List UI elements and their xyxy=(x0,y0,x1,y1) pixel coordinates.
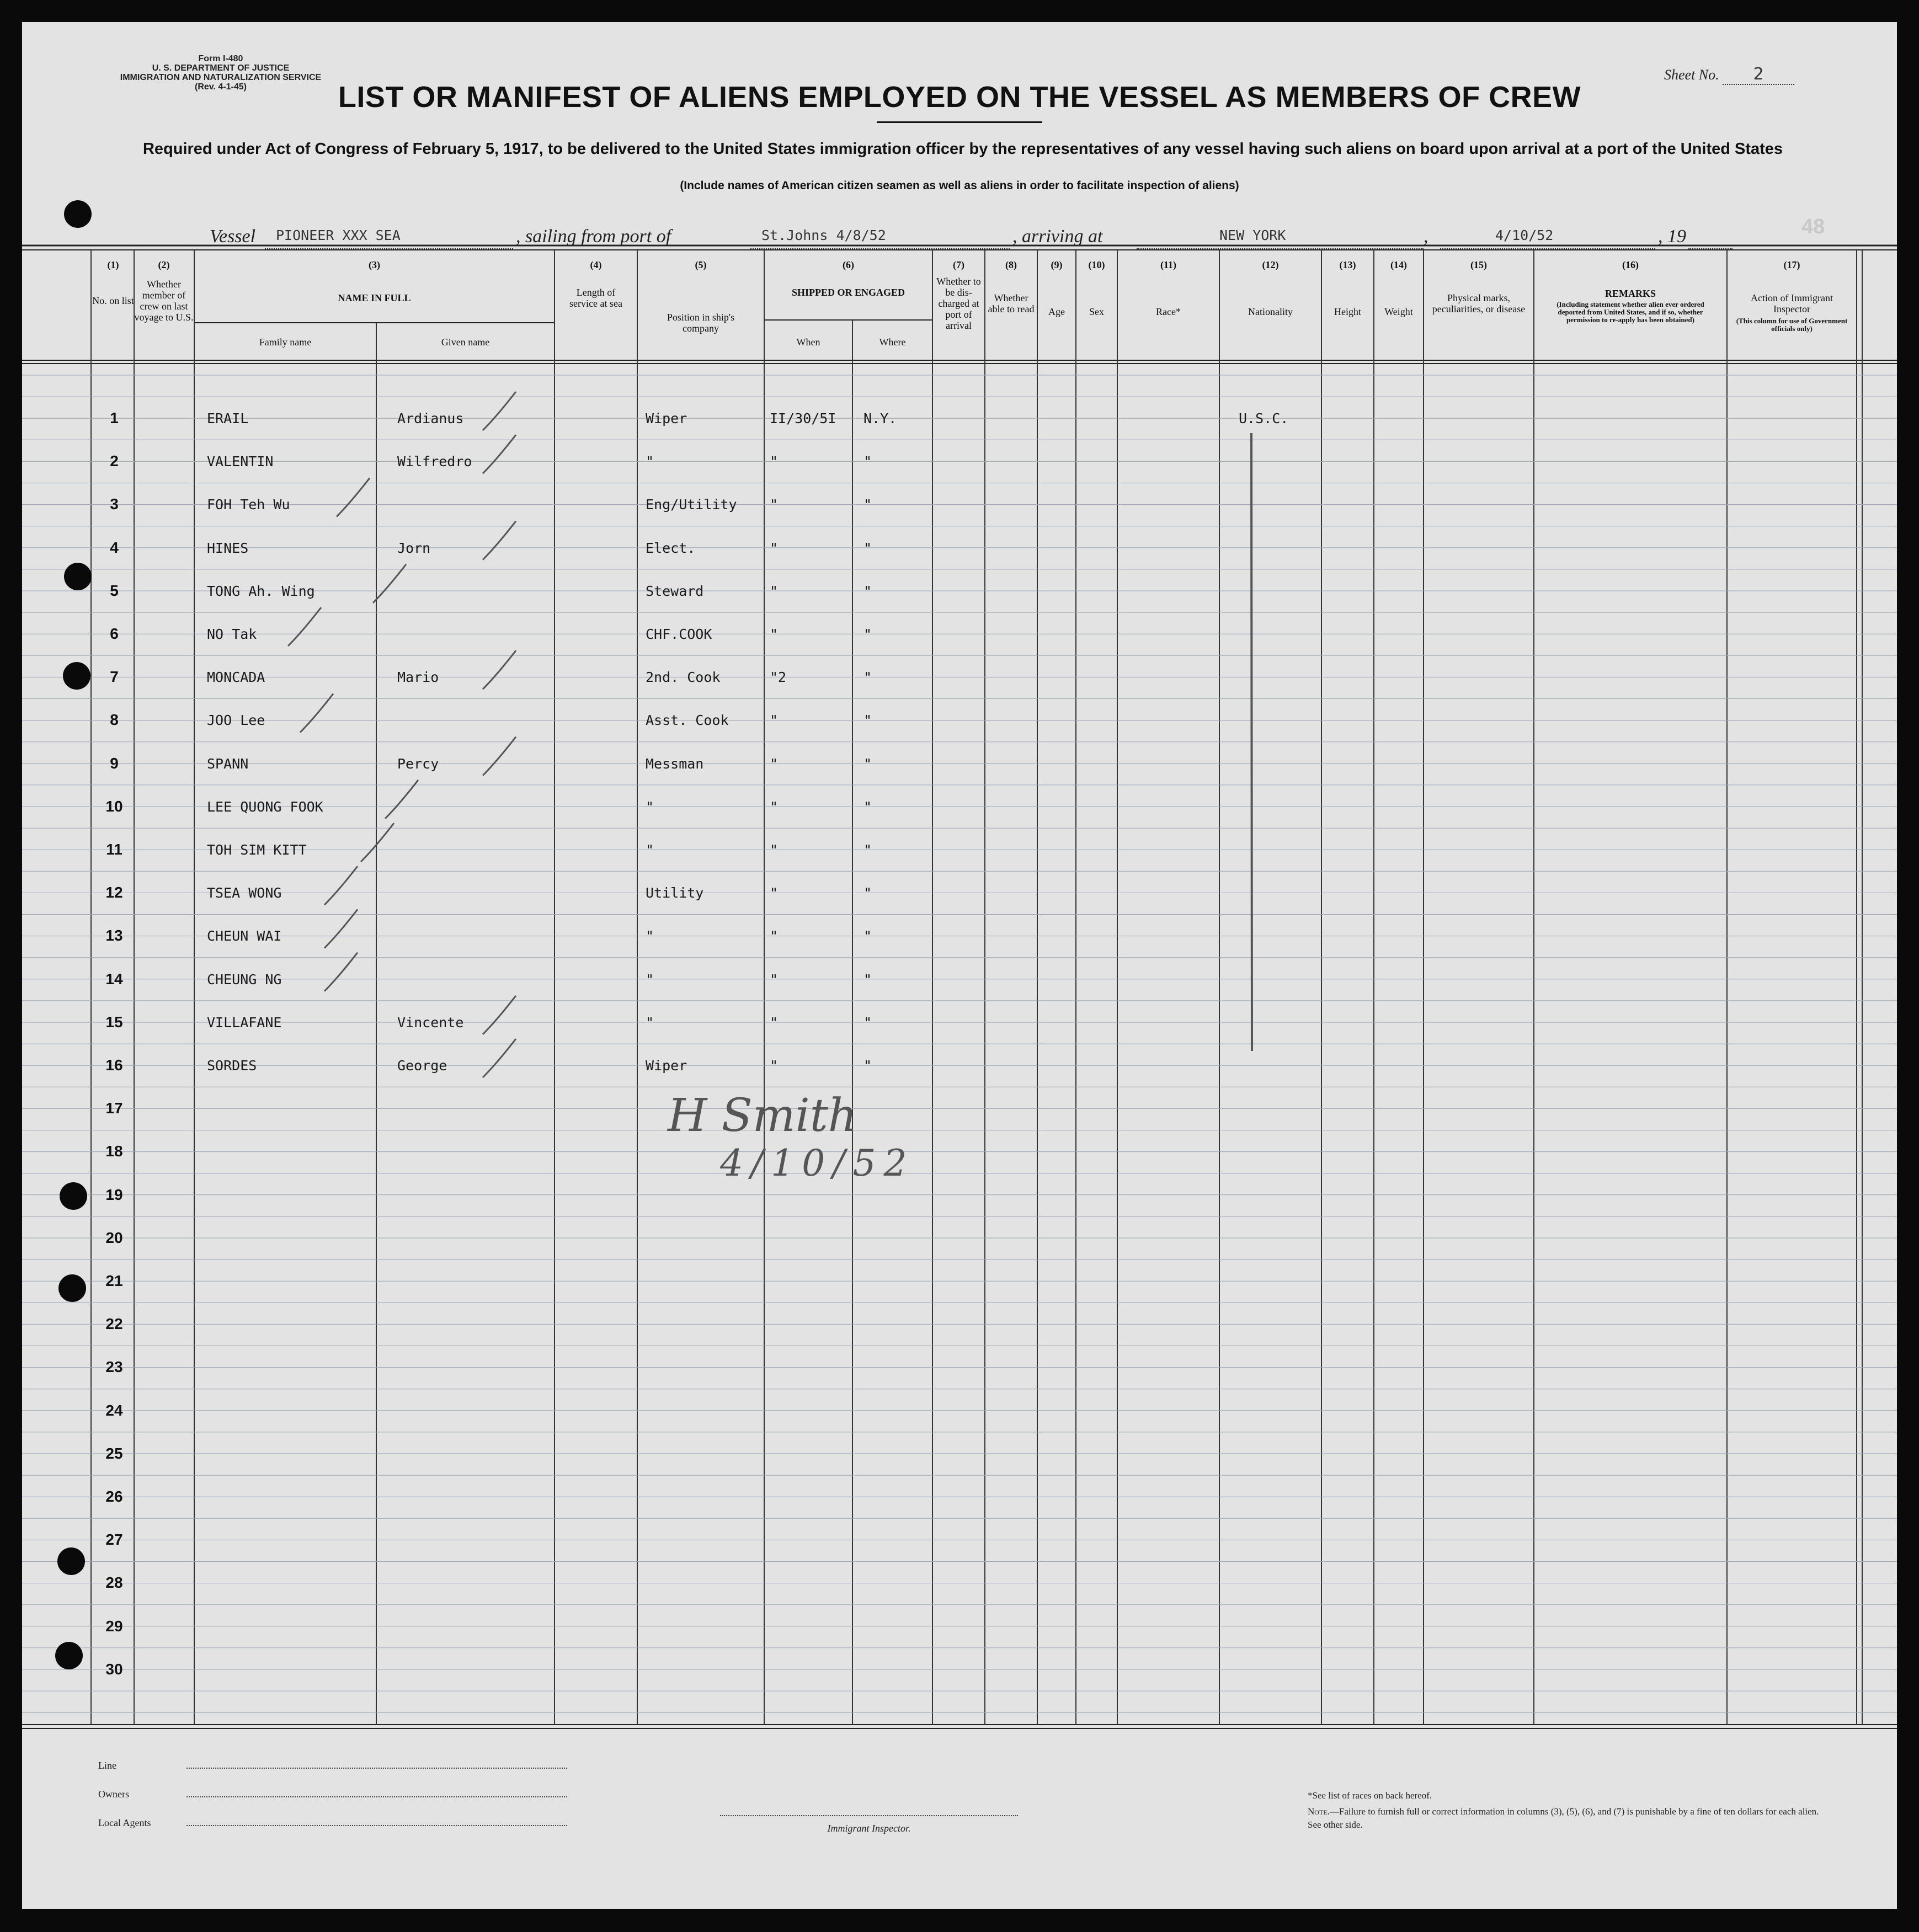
shipped-when-cell: "2 xyxy=(770,669,787,686)
given-name-cell: Wilfredro xyxy=(397,453,472,470)
col15-header: Physical marks, peculiarities, or disease xyxy=(1432,292,1526,314)
shipped-when-cell: " xyxy=(770,885,779,901)
row-number: 13 xyxy=(105,927,123,944)
col3-header: NAME IN FULL xyxy=(338,292,411,303)
arriving-at-label: , arriving at xyxy=(1012,226,1103,247)
family-name-cell: CHEUN WAI xyxy=(207,928,282,944)
service-name: IMMIGRATION AND NATURALIZATION SERVICE xyxy=(120,73,322,82)
row-number: 19 xyxy=(105,1186,123,1203)
col12-header: Nationality xyxy=(1248,306,1293,317)
col2-header: Whether member of crew on last voyage to U.S. xyxy=(134,279,194,323)
col6-when-header: When xyxy=(796,337,820,348)
col11-header: Race* xyxy=(1156,306,1181,317)
col10-number: (10) xyxy=(1088,259,1105,270)
row-number: 5 xyxy=(110,581,119,599)
position-cell: 2nd. Cook xyxy=(646,669,721,686)
col4-header: Length of service at sea xyxy=(569,287,622,309)
family-name-cell: HINES xyxy=(207,540,249,556)
row-number: 1 xyxy=(110,409,119,426)
position-cell: " xyxy=(646,798,654,815)
binder-hole xyxy=(64,200,92,228)
sheet-number-value[interactable]: 2 xyxy=(1723,65,1794,85)
penalty-note-label: Note. xyxy=(1308,1806,1330,1817)
department-name: U. S. DEPARTMENT OF JUSTICE xyxy=(152,63,290,73)
shipped-where-cell: " xyxy=(863,669,872,686)
col3-given-header: Given name xyxy=(441,337,490,348)
given-name-cell: Ardianus xyxy=(397,410,464,426)
col8-header: Whether able to read xyxy=(988,292,1035,314)
family-name-cell: NO Tak xyxy=(207,626,257,642)
shipped-when-cell: " xyxy=(770,755,779,772)
penalty-note xyxy=(1308,1805,1826,1832)
shipped-where-cell: " xyxy=(863,798,872,815)
col6-header: SHIPPED OR ENGAGED xyxy=(791,287,905,298)
shipped-when-cell: II/30/5I xyxy=(770,410,836,426)
shipped-where-cell: " xyxy=(863,885,872,901)
sailing-from-label: , sailing from port of xyxy=(516,226,671,247)
col16-subheader: (Including statement whether alien ever ordered deported from United States, and if so, whether permission to re-apply has been obtained) xyxy=(1556,300,1704,324)
shipped-when-cell: " xyxy=(770,712,779,729)
binder-hole xyxy=(58,1274,86,1302)
position-cell: CHF.COOK xyxy=(646,626,712,642)
family-name-cell: FOH Teh Wu xyxy=(207,497,290,513)
given-name-cell: George xyxy=(397,1058,447,1074)
shipped-where-cell: " xyxy=(863,971,872,988)
col8-number: (8) xyxy=(1005,259,1017,270)
form-number: Form I-480 xyxy=(198,54,243,63)
position-cell: Utility xyxy=(646,885,704,901)
family-name-cell: SPANN xyxy=(207,755,249,772)
shipped-when-cell: " xyxy=(770,1014,779,1031)
binder-hole xyxy=(60,1182,87,1210)
shipped-when-cell: " xyxy=(770,1058,779,1074)
form-instruction-note: (Include names of American citizen seamen as well as aliens in order to facilitate inspection of aliens) xyxy=(680,179,1239,192)
family-name-cell: SORDES xyxy=(207,1058,257,1074)
col1-number: (1) xyxy=(107,259,119,270)
given-name-cell: Percy xyxy=(397,755,439,772)
row-number: 17 xyxy=(105,1100,123,1117)
footer-owners-field[interactable] xyxy=(98,1789,595,1800)
footer-line-field[interactable] xyxy=(98,1760,595,1771)
col17-header: Action of Immigrant Inspector xyxy=(1751,292,1833,314)
col3-family-header: Family name xyxy=(259,337,312,348)
arriving-at-value: NEW YORK xyxy=(1219,227,1286,243)
col14-header: Weight xyxy=(1384,306,1413,317)
col7-number: (7) xyxy=(953,259,964,270)
given-name-cell: Mario xyxy=(397,669,439,686)
row-number: 21 xyxy=(105,1272,123,1289)
nationality-cell: U.S.C. xyxy=(1239,410,1289,426)
arrival-date-value: 4/10/52 xyxy=(1495,227,1554,243)
col10-header: Sex xyxy=(1089,306,1104,317)
family-name-cell: LEE QUONG FOOK xyxy=(207,798,323,815)
row-number: 7 xyxy=(110,668,119,686)
row-number: 8 xyxy=(110,711,119,729)
given-name-cell: Vincente xyxy=(397,1014,464,1031)
shipped-where-cell: " xyxy=(863,928,872,944)
vessel-label: Vessel xyxy=(210,226,256,247)
col9-number: (9) xyxy=(1051,259,1063,270)
position-cell: " xyxy=(646,453,654,470)
footer-agents-field[interactable] xyxy=(98,1817,595,1829)
family-name-cell: TOH SIM KITT xyxy=(207,842,307,858)
row-number: 18 xyxy=(105,1143,123,1160)
family-name-cell: MONCADA xyxy=(207,669,265,686)
inspection-date: 4/10/52 xyxy=(720,1142,915,1184)
row-number: 25 xyxy=(105,1444,123,1462)
inspector-signature: H Smith xyxy=(668,1090,857,1142)
shipped-where-cell: " xyxy=(863,842,872,858)
year-label: , 19 xyxy=(1658,226,1686,247)
row-number: 29 xyxy=(105,1617,123,1635)
position-cell: Wiper xyxy=(646,1058,687,1074)
row-number: 6 xyxy=(110,625,119,642)
position-cell: " xyxy=(646,971,654,988)
col16-number: (16) xyxy=(1622,259,1639,270)
col11-number: (11) xyxy=(1160,259,1176,270)
row-number: 14 xyxy=(105,970,123,988)
immigrant-inspector-label: Immigrant Inspector. xyxy=(827,1823,911,1834)
col7-header: Whether to be dis-charged at port of arrival xyxy=(936,276,981,331)
page-number: 48 xyxy=(1801,215,1825,238)
family-name-cell: VALENTIN xyxy=(207,453,274,470)
binder-hole xyxy=(55,1642,83,1669)
col2-number: (2) xyxy=(158,259,170,270)
row-number: 2 xyxy=(110,452,119,470)
sailing-from-value: St.Johns 4/8/52 xyxy=(761,227,886,243)
family-name-cell: JOO Lee xyxy=(207,712,265,729)
race-footnote: *See list of races on back hereof. xyxy=(1308,1790,1432,1801)
shipped-when-cell: " xyxy=(770,453,779,470)
shipped-where-cell: " xyxy=(863,712,872,729)
row-number: 9 xyxy=(110,754,119,772)
row-number: 16 xyxy=(105,1056,123,1074)
col14-number: (14) xyxy=(1390,259,1407,270)
col5-header: Position in ship's company xyxy=(667,312,735,334)
position-cell: Messman xyxy=(646,755,704,772)
position-cell: " xyxy=(646,928,654,944)
shipped-when-cell: " xyxy=(770,798,779,815)
form-subtitle: Required under Act of Congress of February 5, 1917, to be delivered to the United States immigration officer by the representatives of any vessel having such aliens on board upon arrival at a port of the United States xyxy=(142,140,1783,158)
row-number: 12 xyxy=(105,884,123,901)
col9-header: Age xyxy=(1048,306,1065,317)
row-number: 10 xyxy=(105,797,123,815)
position-cell: Wiper xyxy=(646,410,687,426)
row-number: 30 xyxy=(105,1660,123,1678)
position-cell: Steward xyxy=(646,583,704,599)
row-number: 4 xyxy=(110,538,119,556)
shipped-where-cell: " xyxy=(863,1014,872,1031)
row-number: 3 xyxy=(110,495,119,513)
row-number: 28 xyxy=(105,1574,123,1592)
row-number: 15 xyxy=(105,1013,123,1031)
given-name-cell: Jorn xyxy=(397,540,431,556)
family-name-cell: TONG Ah. Wing xyxy=(207,583,315,599)
shipped-where-cell: " xyxy=(863,626,872,642)
vessel-info-line: Vessel PIONEER XXX SEA , sailing from port of St.Johns 4/8/52 , arriving at NEW YORK , 4/10/52 , 19 xyxy=(210,226,1744,254)
shipped-where-cell: N.Y. xyxy=(863,410,897,426)
penalty-note-text: —Failure to furnish full or correct information in columns (3), (5), (6), and (7) is punishable by a fine of ten dollars for each alien. See other side. xyxy=(1308,1806,1819,1830)
position-cell: Elect. xyxy=(646,540,696,556)
footer-agents-label: Local Agents xyxy=(98,1817,151,1828)
footer-line-label: Line xyxy=(98,1760,116,1771)
shipped-when-cell: " xyxy=(770,497,779,513)
shipped-when-cell: " xyxy=(770,928,779,944)
binder-hole xyxy=(63,662,90,690)
shipped-when-cell: " xyxy=(770,842,779,858)
col1-header: No. on list xyxy=(92,295,134,306)
position-cell: Asst. Cook xyxy=(646,712,729,729)
position-cell: Eng/Utility xyxy=(646,497,737,513)
vessel-name-value: PIONEER XXX SEA xyxy=(276,227,401,243)
shipped-when-cell: " xyxy=(770,971,779,988)
col4-number: (4) xyxy=(590,259,602,270)
footer-owners-label: Owners xyxy=(98,1789,129,1800)
row-number: 26 xyxy=(105,1488,123,1505)
binder-hole xyxy=(57,1547,85,1575)
manifest-form-page xyxy=(22,22,1897,1909)
shipped-where-cell: " xyxy=(863,540,872,556)
immigrant-inspector-signature-line[interactable] xyxy=(720,1815,1018,1816)
col6-number: (6) xyxy=(843,259,854,270)
col3-number: (3) xyxy=(369,259,380,270)
form-title: LIST OR MANIFEST OF ALIENS EMPLOYED ON THE VESSEL AS MEMBERS OF CREW xyxy=(338,81,1581,114)
row-number: 27 xyxy=(105,1531,123,1549)
col5-number: (5) xyxy=(695,259,707,270)
row-number: 23 xyxy=(105,1358,123,1376)
binder-hole xyxy=(64,563,92,590)
shipped-where-cell: " xyxy=(863,755,872,772)
row-number: 22 xyxy=(105,1315,123,1333)
shipped-when-cell: " xyxy=(770,540,779,556)
col17-subheader: (This column for use of Government officials only) xyxy=(1736,317,1848,333)
shipped-where-cell: " xyxy=(863,1058,872,1074)
shipped-where-cell: " xyxy=(863,583,872,599)
col13-number: (13) xyxy=(1339,259,1356,270)
shipped-where-cell: " xyxy=(863,453,872,470)
row-number: 11 xyxy=(106,841,122,858)
col12-number: (12) xyxy=(1262,259,1279,270)
col15-number: (15) xyxy=(1470,259,1487,270)
form-revision: (Rev. 4-1-45) xyxy=(195,82,247,92)
family-name-cell: TSEA WONG xyxy=(207,885,282,901)
col17-number: (17) xyxy=(1783,259,1800,270)
col13-header: Height xyxy=(1334,306,1361,317)
row-number: 24 xyxy=(105,1401,123,1419)
shipped-where-cell: " xyxy=(863,497,872,513)
sheet-number-label: Sheet No. xyxy=(1664,67,1719,83)
family-name-cell: VILLAFANE xyxy=(207,1014,282,1031)
shipped-when-cell: " xyxy=(770,583,779,599)
col6-where-header: Where xyxy=(879,337,906,348)
family-name-cell: ERAIL xyxy=(207,410,249,426)
position-cell: " xyxy=(646,842,654,858)
position-cell: " xyxy=(646,1014,654,1031)
family-name-cell: CHEUNG NG xyxy=(207,971,282,988)
col16-header: REMARKS xyxy=(1605,288,1656,299)
shipped-when-cell: " xyxy=(770,626,779,642)
row-number: 20 xyxy=(105,1229,123,1246)
